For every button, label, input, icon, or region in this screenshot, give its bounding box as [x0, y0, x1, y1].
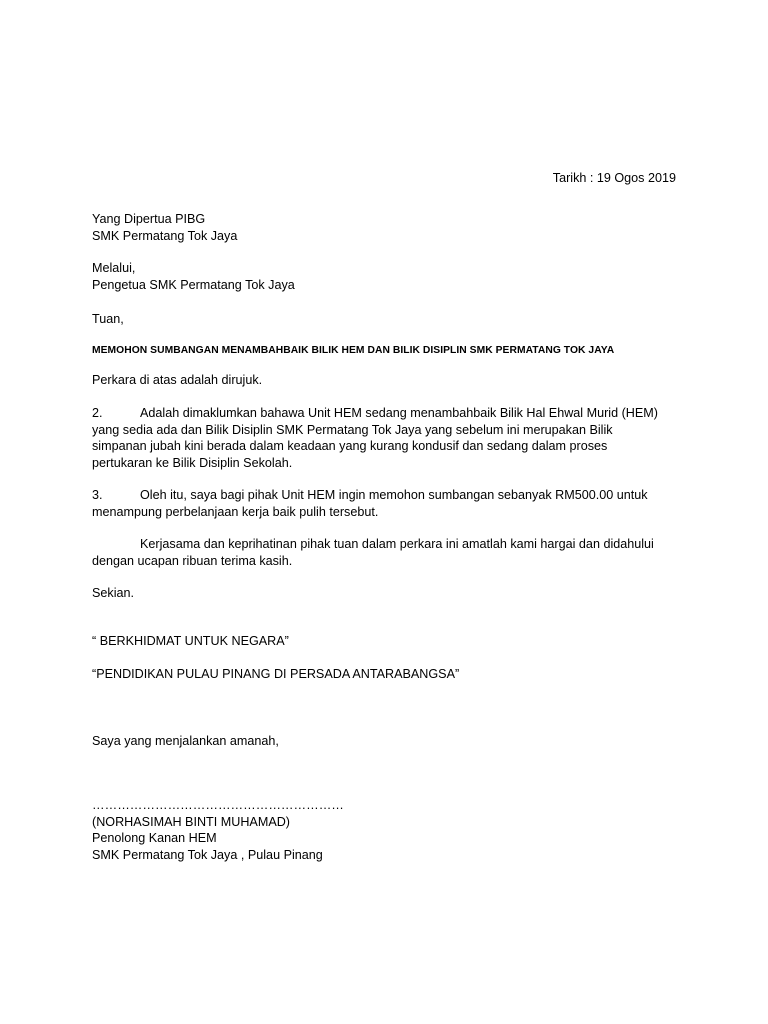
signoff	[92, 733, 684, 750]
paragraph-2-line-1-text: Adalah dimaklumkan bahawa Unit HEM sedang menambahbaik Bilik Hal Ehwal Murid (HEM)	[140, 406, 658, 420]
paragraph-3	[92, 487, 684, 520]
paragraph-3-line-2: menampung perbelanjaan kerja baik pulih tersebut.	[92, 504, 379, 519]
closing	[92, 585, 684, 602]
slogan-1-text: “ BERKHIDMAT UNTUK NEGARA”	[92, 634, 289, 648]
paragraph-3-line-1-text: Oleh itu, saya bagi pihak Unit HEM ingin memohon sumbangan sebanyak RM500.00 untuk	[140, 488, 648, 502]
paragraph-2-line-3: simpanan jubah kini berada dalam keadaan yang kurang kondusif dan sedang dalam proses	[92, 439, 608, 453]
subject-line	[92, 343, 684, 360]
via-line-1: Melalui,	[92, 261, 136, 275]
recipient-block	[92, 211, 684, 244]
paragraph-2-line-4: pertukaran ke Bilik Disiplin Sekolah.	[92, 455, 293, 470]
closing-text: Sekian.	[92, 586, 135, 600]
signatory-name: (NORHASIMAH BINTI MUHAMAD)	[92, 814, 291, 829]
paragraph-2	[92, 405, 684, 471]
opening-paragraph	[92, 372, 684, 389]
signature-block	[92, 797, 684, 863]
slogan-2	[92, 666, 684, 683]
paragraph-4	[92, 536, 684, 569]
signature-line: ……………………………………………………	[92, 798, 344, 812]
recipient-line-1: Yang Dipertua PIBG	[92, 212, 206, 226]
signatory-title: Penolong Kanan HEM	[92, 831, 217, 845]
paragraph-4-line-1-text: Kerjasama dan keprihatinan pihak tuan dalam perkara ini amatlah kami hargai dan didahului	[140, 537, 654, 551]
slogan-1	[92, 633, 684, 650]
signoff-text: Saya yang menjalankan amanah,	[92, 734, 279, 748]
paragraph-2-line-2: yang sedia ada dan Bilik Disiplin SMK Permatang Tok Jaya yang sebelum ini merupakan Bilik	[92, 422, 613, 437]
paragraph-4-line-2: dengan ucapan ribuan terima kasih.	[92, 553, 293, 568]
paragraph-4-line-1	[92, 536, 684, 553]
via-block	[92, 260, 684, 293]
paragraph-number: 2.	[92, 406, 103, 420]
salutation	[92, 311, 684, 328]
opening-text: Perkara di atas adalah dirujuk.	[92, 373, 263, 387]
signatory-school: SMK Permatang Tok Jaya , Pulau Pinang	[92, 847, 323, 862]
paragraph-number: 3.	[92, 488, 103, 502]
subject-text: MEMOHON SUMBANGAN MENAMBAHBAIK BILIK HEM DAN BILIK DISIPLIN SMK PERMATANG TOK JAYA	[92, 345, 615, 356]
salutation-text: Tuan,	[92, 312, 124, 326]
slogan-2-text: “PENDIDIKAN PULAU PINANG DI PERSADA ANTARABANGSA”	[92, 667, 460, 681]
letter-date: Tarikh : 19 Ogos 2019	[552, 171, 676, 185]
via-line-2: Pengetua SMK Permatang Tok Jaya	[92, 277, 295, 292]
recipient-line-2: SMK Permatang Tok Jaya	[92, 228, 238, 243]
paragraph-3-line-1	[92, 487, 684, 504]
paragraph-2-line-1	[92, 405, 684, 422]
